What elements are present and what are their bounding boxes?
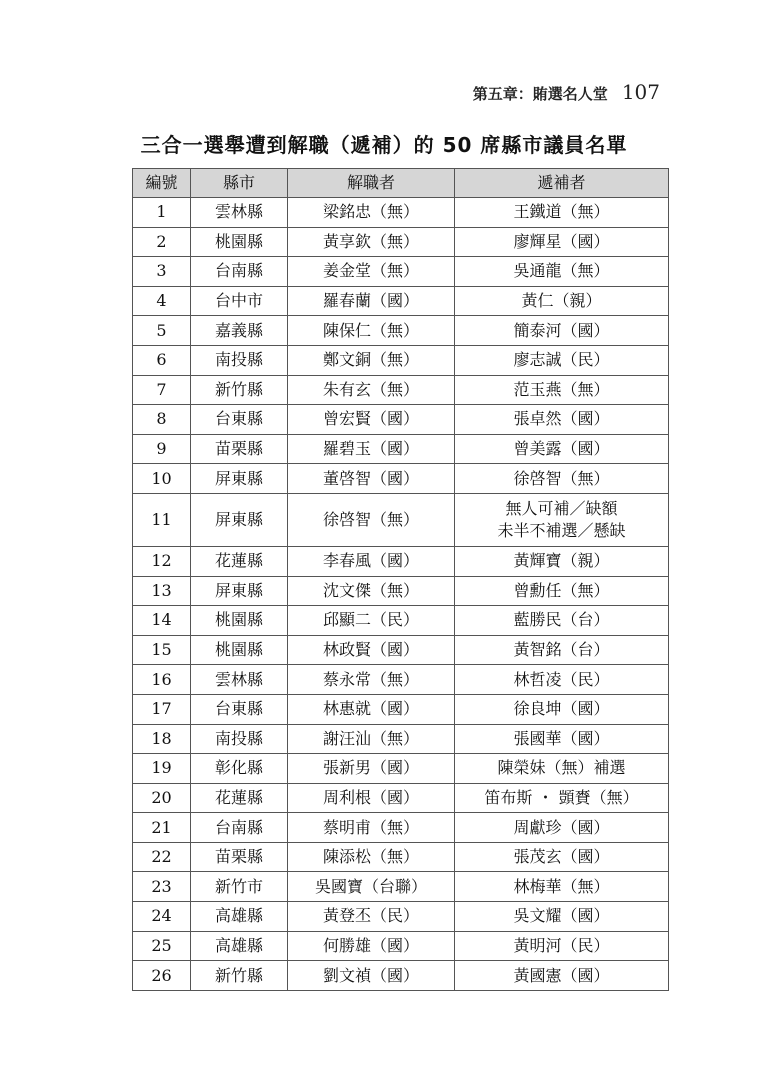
cell-county: 苗栗縣 — [191, 434, 288, 464]
table-row — [133, 694, 669, 724]
cell-removed: 劉文禎（國） — [288, 961, 455, 991]
cell-county: 新竹縣 — [191, 961, 288, 991]
cell-removed: 蔡明甫（無） — [288, 813, 455, 843]
cell-number: 12 — [133, 546, 191, 576]
table-row — [133, 375, 669, 405]
cell-number: 23 — [133, 872, 191, 902]
cell-replacement: 曾美露（國） — [455, 434, 669, 464]
table-row — [133, 493, 669, 546]
table-row — [133, 902, 669, 932]
cell-removed: 羅碧玉（國） — [288, 434, 455, 464]
table-row — [133, 286, 669, 316]
table-body — [133, 198, 669, 991]
table-row — [133, 931, 669, 961]
running-header — [473, 80, 660, 104]
cell-county: 台南縣 — [191, 257, 288, 287]
cell-replacement: 簡泰河（國） — [455, 316, 669, 346]
cell-number: 20 — [133, 783, 191, 813]
table-row — [133, 872, 669, 902]
table-row — [133, 405, 669, 435]
cell-replacement: 陳榮妹（無）補選 — [455, 754, 669, 784]
chapter-title: 第五章：賄選名人堂 — [472, 85, 608, 103]
cell-replacement-line: 未半不補選／懸缺 — [497, 520, 626, 540]
cell-county: 南投縣 — [191, 724, 288, 754]
table-row — [133, 724, 669, 754]
cell-replacement: 廖輝星（國） — [455, 227, 669, 257]
cell-replacement: 范玉燕（無） — [455, 375, 669, 405]
table-row — [133, 754, 669, 784]
cell-removed: 徐啓智（無） — [288, 493, 455, 546]
cell-county: 花蓮縣 — [191, 783, 288, 813]
cell-replacement: 張茂玄（國） — [455, 842, 669, 872]
cell-removed: 張新男（國） — [288, 754, 455, 784]
cell-county: 桃園縣 — [191, 635, 288, 665]
cell-number: 26 — [133, 961, 191, 991]
cell-number: 19 — [133, 754, 191, 784]
cell-county: 桃園縣 — [191, 227, 288, 257]
cell-removed: 羅春蘭（國） — [288, 286, 455, 316]
cell-county: 高雄縣 — [191, 902, 288, 932]
cell-number: 11 — [133, 493, 191, 546]
cell-replacement: 黃智銘（台） — [455, 635, 669, 665]
cell-county: 桃園縣 — [191, 606, 288, 636]
table-row — [133, 434, 669, 464]
cell-number: 17 — [133, 694, 191, 724]
table-row — [133, 606, 669, 636]
cell-replacement: 吳通龍（無） — [455, 257, 669, 287]
cell-county: 新竹市 — [191, 872, 288, 902]
cell-replacement: 曾勳任（無） — [455, 576, 669, 606]
cell-removed: 黃登丕（民） — [288, 902, 455, 932]
cell-number: 25 — [133, 931, 191, 961]
councilor-table — [132, 168, 669, 991]
cell-number: 21 — [133, 813, 191, 843]
cell-removed: 朱有玄（無） — [288, 375, 455, 405]
cell-replacement: 張國華（國） — [455, 724, 669, 754]
cell-removed: 李春風（國） — [288, 546, 455, 576]
table-row — [133, 464, 669, 494]
cell-number: 13 — [133, 576, 191, 606]
cell-county: 台東縣 — [191, 405, 288, 435]
cell-removed: 林政賢（國） — [288, 635, 455, 665]
cell-number: 2 — [133, 227, 191, 257]
table-row — [133, 576, 669, 606]
cell-removed: 吳國寶（台聯） — [288, 872, 455, 902]
cell-number: 8 — [133, 405, 191, 435]
cell-number: 1 — [133, 198, 191, 228]
cell-replacement: 黃仁（親） — [455, 286, 669, 316]
cell-number: 14 — [133, 606, 191, 636]
cell-removed: 謝汪汕（無） — [288, 724, 455, 754]
cell-number: 7 — [133, 375, 191, 405]
cell-number: 15 — [133, 635, 191, 665]
cell-number: 6 — [133, 345, 191, 375]
cell-county: 南投縣 — [191, 345, 288, 375]
cell-county: 雲林縣 — [191, 198, 288, 228]
cell-replacement: 笛布斯 ・ 顗賚（無） — [455, 783, 669, 813]
table-row — [133, 961, 669, 991]
cell-county: 高雄縣 — [191, 931, 288, 961]
cell-replacement: 林梅華（無） — [455, 872, 669, 902]
table-title: 三合一選舉遭到解職（遞補）的 50 席縣市議員名單 — [140, 133, 628, 157]
table-row — [133, 635, 669, 665]
cell-number: 3 — [133, 257, 191, 287]
cell-number: 16 — [133, 665, 191, 695]
table-row — [133, 783, 669, 813]
cell-county: 屏東縣 — [191, 493, 288, 546]
cell-removed: 邱顯二（民） — [288, 606, 455, 636]
cell-removed: 陳保仁（無） — [288, 316, 455, 346]
cell-removed: 蔡永常（無） — [288, 665, 455, 695]
cell-county: 屏東縣 — [191, 576, 288, 606]
cell-number: 18 — [133, 724, 191, 754]
table-row — [133, 665, 669, 695]
cell-county: 台中市 — [191, 286, 288, 316]
cell-county: 新竹縣 — [191, 375, 288, 405]
cell-number: 9 — [133, 434, 191, 464]
table-header-row — [133, 169, 669, 198]
column-header-removed: 解職者 — [288, 169, 455, 198]
cell-number: 22 — [133, 842, 191, 872]
cell-replacement-line: 無人可補／缺額 — [505, 498, 618, 518]
cell-removed: 周利根（國） — [288, 783, 455, 813]
cell-removed: 沈文傑（無） — [288, 576, 455, 606]
cell-replacement: 黃明河（民） — [455, 931, 669, 961]
table-row — [133, 813, 669, 843]
cell-county: 台東縣 — [191, 694, 288, 724]
page-number: 107 — [621, 80, 660, 104]
table-row — [133, 316, 669, 346]
column-header-replacement: 遞補者 — [455, 169, 669, 198]
cell-removed: 鄭文銅（無） — [288, 345, 455, 375]
cell-replacement: 黃國憲（國） — [455, 961, 669, 991]
cell-removed: 林惠就（國） — [288, 694, 455, 724]
cell-removed: 姜金堂（無） — [288, 257, 455, 287]
cell-replacement: 張卓然（國） — [455, 405, 669, 435]
cell-county: 彰化縣 — [191, 754, 288, 784]
cell-replacement: 藍勝民（台） — [455, 606, 669, 636]
cell-county: 雲林縣 — [191, 665, 288, 695]
cell-replacement: 黃輝寶（親） — [455, 546, 669, 576]
column-header-county: 縣市 — [191, 169, 288, 198]
cell-replacement: 林哲凌（民） — [455, 665, 669, 695]
cell-removed: 何勝雄（國） — [288, 931, 455, 961]
cell-replacement: 徐啓智（無） — [455, 464, 669, 494]
cell-removed: 董啓智（國） — [288, 464, 455, 494]
table-row — [133, 198, 669, 228]
cell-removed: 黃享欽（無） — [288, 227, 455, 257]
cell-county: 花蓮縣 — [191, 546, 288, 576]
column-header-number: 編號 — [133, 169, 191, 198]
cell-replacement: 王鐵道（無） — [455, 198, 669, 228]
cell-number: 5 — [133, 316, 191, 346]
cell-replacement: 廖志誠（民） — [455, 345, 669, 375]
cell-removed: 陳添松（無） — [288, 842, 455, 872]
cell-number: 10 — [133, 464, 191, 494]
table-row — [133, 842, 669, 872]
cell-removed: 梁銘忠（無） — [288, 198, 455, 228]
table-row — [133, 227, 669, 257]
cell-number: 24 — [133, 902, 191, 932]
cell-number: 4 — [133, 286, 191, 316]
cell-county: 嘉義縣 — [191, 316, 288, 346]
cell-replacement: 周獻珍（國） — [455, 813, 669, 843]
cell-replacement — [455, 493, 669, 546]
table-row — [133, 257, 669, 287]
cell-county: 屏東縣 — [191, 464, 288, 494]
cell-county: 苗栗縣 — [191, 842, 288, 872]
cell-county: 台南縣 — [191, 813, 288, 843]
table-row — [133, 546, 669, 576]
cell-replacement: 徐良坤（國） — [455, 694, 669, 724]
cell-removed: 曾宏賢（國） — [288, 405, 455, 435]
table-row — [133, 345, 669, 375]
cell-replacement: 吳文耀（國） — [455, 902, 669, 932]
